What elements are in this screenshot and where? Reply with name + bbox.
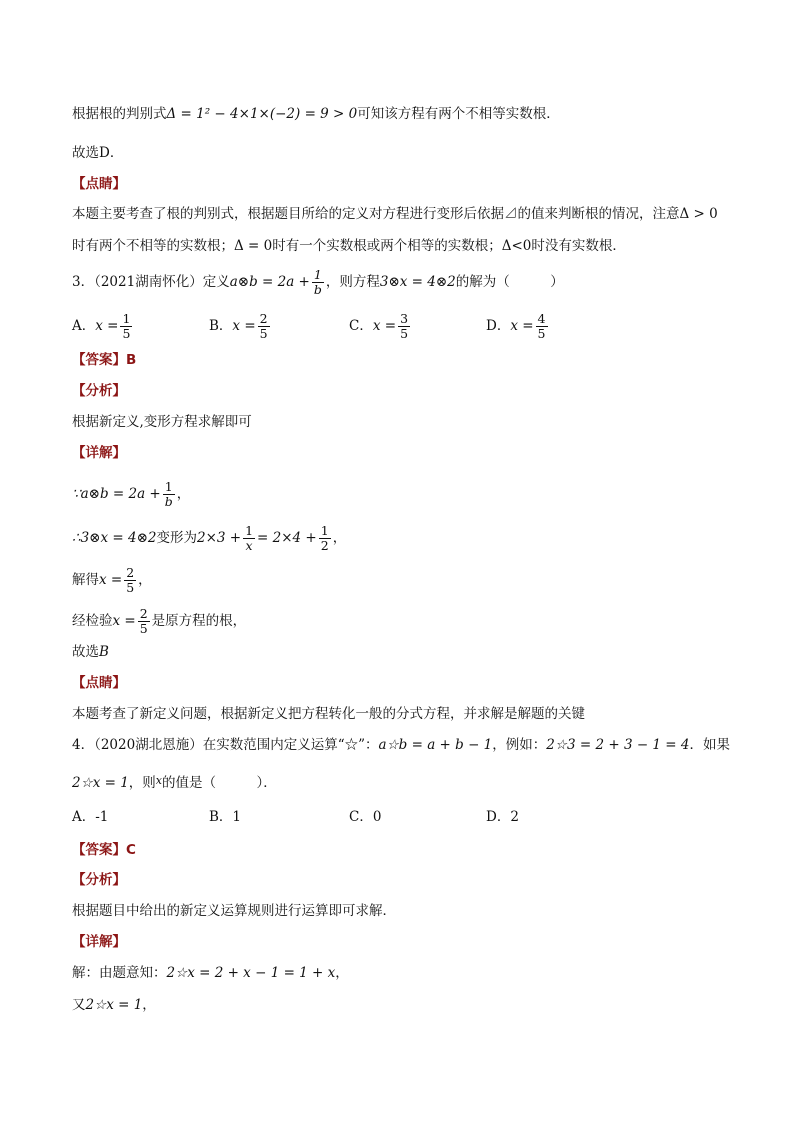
text: 定义	[202, 274, 230, 290]
option-value: 1	[232, 809, 242, 825]
fraction	[243, 524, 255, 553]
text: ，例如：	[492, 737, 547, 753]
option-value: 0	[372, 809, 382, 825]
formula: x =	[510, 318, 534, 334]
formula: 2☆x = 1	[85, 997, 143, 1013]
text: 变形为	[156, 530, 197, 546]
solution-line	[72, 607, 246, 636]
fraction	[312, 268, 324, 297]
question-4	[72, 735, 730, 755]
text: 在实数范围内定义运算“☆”：	[202, 737, 379, 753]
formula: 3⊗x = 4⊗2	[379, 274, 456, 290]
formula: x =	[99, 572, 123, 588]
option-c	[349, 312, 412, 341]
formula: 2×3 +	[197, 530, 242, 546]
denominator: 5	[139, 621, 148, 636]
text-line: 故选D．	[72, 145, 124, 161]
option-label: B．	[209, 318, 233, 334]
option-b	[209, 807, 241, 827]
option-value: 2	[510, 809, 519, 825]
option-label: C．	[349, 318, 373, 334]
text: ，	[335, 965, 349, 981]
section-heading: 【详解】	[72, 934, 126, 950]
fraction	[138, 607, 150, 636]
text-line: 根据题目中给出的新定义运算规则进行运算即可求解．	[72, 903, 396, 919]
text: ，	[142, 997, 156, 1013]
fraction	[398, 312, 410, 341]
formula: 2☆x = 2 + x − 1 = 1 + x	[166, 965, 336, 981]
denominator: 5	[537, 326, 546, 341]
question-number: 4．	[72, 737, 95, 753]
text-line	[72, 104, 560, 124]
formula: ∵a⊗b = 2a +	[72, 486, 161, 502]
text: ，	[138, 572, 152, 588]
section-heading: 【点睛】	[72, 176, 126, 192]
option-label: A．	[72, 809, 96, 825]
numerator: 1	[245, 523, 254, 538]
solution-line	[72, 963, 349, 983]
question-4-cont	[72, 771, 277, 793]
formula: Δ = 1² − 4×1×(−2) = 9 > 0	[166, 106, 358, 122]
text: 故选	[72, 644, 99, 660]
fraction	[120, 312, 132, 341]
solution-line	[72, 524, 346, 553]
text-line: 根据新定义,变形方程求解即可	[72, 414, 252, 430]
fraction	[163, 480, 175, 509]
text: 解：由题意知：	[72, 965, 167, 981]
formula: B	[99, 644, 109, 660]
text: ，	[176, 486, 191, 502]
text-line: 本题主要考查了根的判别式，根据题目所给的定义对方程进行变形后依据⊿的值来判断根的情况，注意Δ > 0	[72, 206, 718, 222]
numerator: 4	[537, 311, 546, 326]
denominator: 5	[122, 326, 131, 341]
denominator: 2	[320, 538, 329, 553]
text: ，	[332, 530, 347, 546]
denominator: b	[313, 282, 322, 297]
numerator: 1	[312, 268, 324, 283]
text: 的解为（ ）	[455, 274, 564, 290]
text-line: 时有两个不相等的实数根；Δ = 0时有一个实数根或两个相等的实数根；Δ<0时没有实数根．	[72, 238, 626, 254]
option-d	[486, 807, 519, 827]
option-a	[72, 807, 108, 827]
option-label: A．	[72, 318, 96, 334]
denominator: 5	[126, 580, 135, 595]
numerator: 2	[126, 565, 135, 580]
answer-heading: 【答案】C	[72, 842, 136, 858]
formula: x =	[112, 613, 136, 629]
section-heading: 【分析】	[72, 872, 126, 888]
option-label: B．	[209, 809, 233, 825]
option-label: C．	[349, 809, 373, 825]
solution-line	[72, 995, 156, 1015]
text: 经检验	[72, 613, 113, 629]
text: ．如果	[689, 737, 730, 753]
option-value: -1	[95, 809, 109, 825]
numerator: 1	[122, 311, 131, 326]
formula: a☆b = a + b − 1	[378, 737, 493, 753]
option-d	[486, 312, 550, 341]
section-heading: 【点睛】	[72, 675, 126, 691]
denominator: 5	[259, 326, 268, 341]
fraction	[258, 312, 270, 341]
fraction	[319, 524, 331, 553]
solution-line	[72, 566, 152, 595]
formula: a⊗b = 2a +	[229, 274, 310, 290]
option-a	[72, 312, 134, 341]
option-label: D．	[486, 809, 511, 825]
solution-line	[72, 642, 109, 662]
option-label: D．	[486, 318, 511, 334]
text: 又	[72, 997, 86, 1013]
question-3	[72, 268, 564, 297]
question-source: （2021湖南怀化）	[94, 274, 203, 290]
question-number: 3．	[72, 274, 95, 290]
denominator: b	[164, 494, 173, 509]
formula: 2☆x = 1	[72, 775, 129, 791]
option-c	[349, 807, 381, 827]
text: 可知该方程有两个不相等实数根．	[357, 106, 560, 122]
numerator: 1	[163, 480, 175, 495]
formula: x =	[372, 318, 397, 334]
question-source: （2020湖北恩施）	[94, 737, 203, 753]
option-b	[209, 312, 272, 341]
text: ，则方程	[325, 274, 380, 290]
formula: 2☆3 = 2 + 3 − 1 = 4	[546, 737, 690, 753]
text: 的值是（ ）．	[162, 775, 277, 791]
text: ，则	[128, 775, 156, 791]
text: 解得	[72, 572, 99, 588]
numerator: 2	[259, 311, 268, 326]
denominator: 5	[400, 326, 409, 341]
solution-line	[72, 480, 190, 509]
formula: x	[155, 774, 163, 787]
text-line: 本题考查了新定义问题，根据新定义把方程转化一般的分式方程，并求解是解题的关键	[72, 706, 585, 722]
text: 是原方程的根，	[151, 613, 247, 629]
section-heading: 【分析】	[72, 383, 126, 399]
formula: x =	[232, 318, 256, 334]
answer-heading: 【答案】B	[72, 352, 137, 368]
numerator: 1	[320, 523, 329, 538]
numerator: 2	[139, 606, 148, 621]
denominator: x	[245, 538, 253, 553]
formula: = 2×4 +	[257, 530, 317, 546]
fraction	[124, 566, 136, 595]
numerator: 3	[400, 311, 409, 326]
formula: ∴3⊗x = 4⊗2	[72, 530, 157, 546]
section-heading: 【详解】	[72, 445, 126, 461]
formula: x =	[95, 318, 119, 334]
text: 根据根的判别式	[72, 106, 167, 122]
fraction	[536, 312, 548, 341]
